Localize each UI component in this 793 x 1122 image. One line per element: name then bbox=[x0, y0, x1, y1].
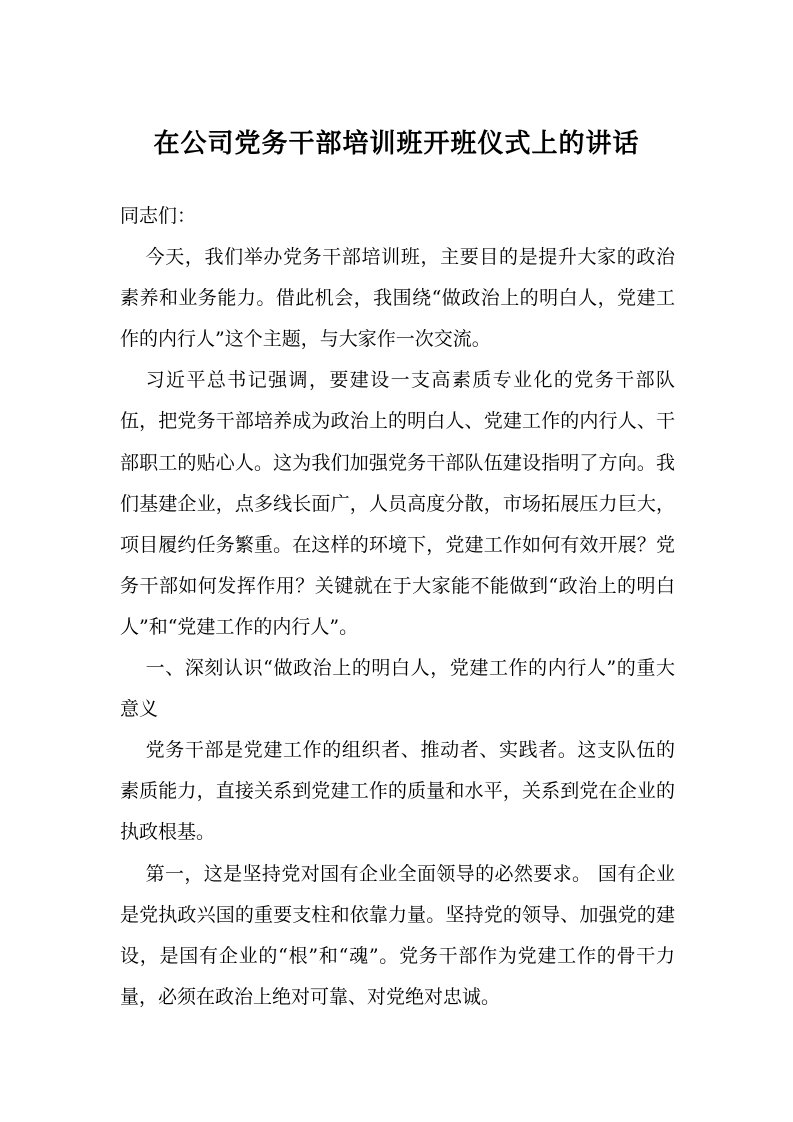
paragraph-intro: 今天，我们举办党务干部培训班，主要目的是提升大家的政治素养和业务能力。借此机会，我围绕“做政治上的明白人，党建工作的内行人”这个主题，与大家作一次交流。 bbox=[120, 246, 675, 351]
paragraph-role: 党务干部是党建工作的组织者、推动者、实践者。这支队伍的素质能力，直接关系到党建工作的质量和水平，关系到党在企业的执政根基。 bbox=[120, 739, 675, 844]
paragraph-context: 习近平总书记强调，要建设一支高素质专业化的党务干部队伍，把党务干部培养成为政治上的明白人、党建工作的内行人、干部职工的贴心人。这为我们加强党务干部队伍建设指明了方向。我们基建企业，点多线长面广，人员高度分散，市场拓展压力巨大，项目履约任务繁重。在这样的环境下，党建工作如何有效开展？党务干部如何发挥作用？关键就在于大家能不能做到“政治上的明白人”和“党建工作的内行人”。 bbox=[120, 369, 675, 638]
salutation: 同志们： bbox=[120, 205, 197, 227]
document-body bbox=[120, 196, 675, 1018]
document-title: 在公司党务干部培训班开班仪式上的讲话 bbox=[153, 129, 640, 159]
paragraph-point-1: 第一，这是坚持党对国有企业全面领导的必然要求。 国有企业是党执政兴国的重要支柱和依靠力量。坚持党的领导、加强党的建设，是国有企业的“根”和“魂”。党务干部作为党建工作的骨干力量，必须在政治上绝对可靠、对党绝对忠诚。 bbox=[120, 862, 675, 1008]
section-heading-1: 一、深刻认识“做政治上的明白人，党建工作的内行人”的重大意义 bbox=[120, 657, 675, 721]
